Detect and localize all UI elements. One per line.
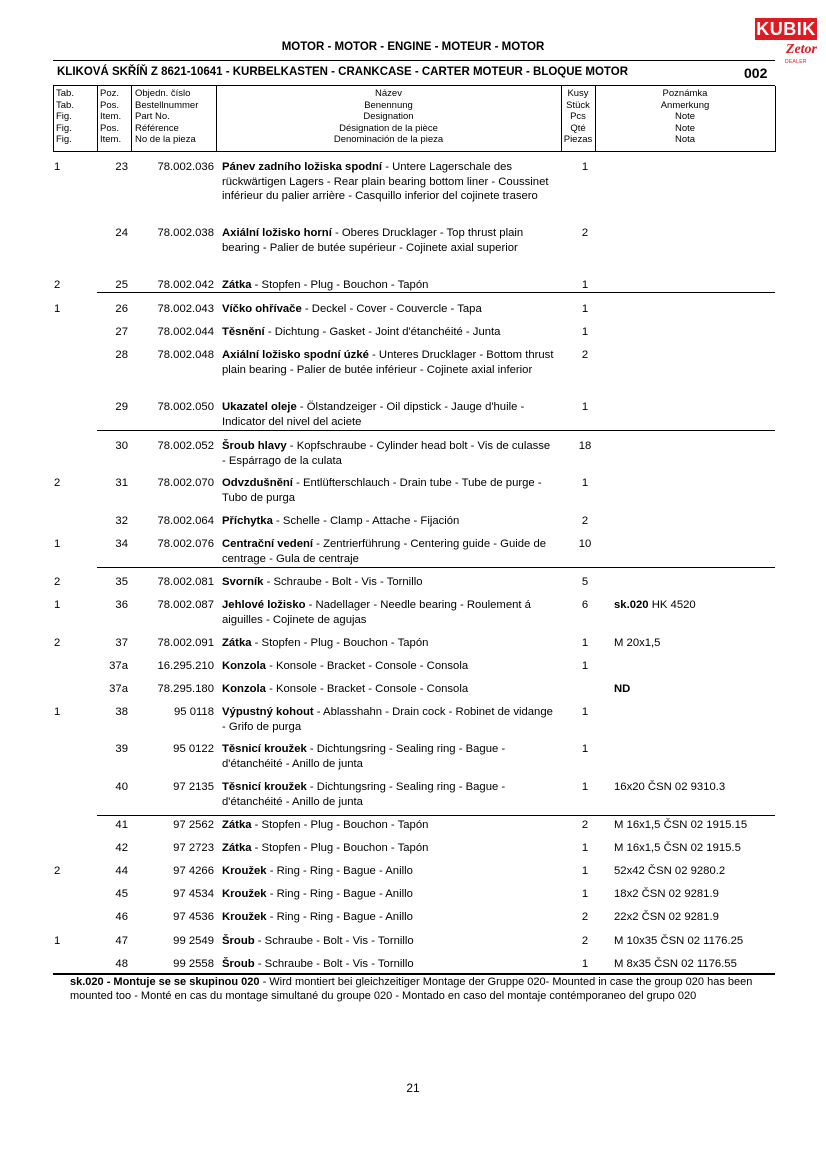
row-translations: - Dichtungsring - Sealing ring - Bague - d'étanchéité - Anillo de junta xyxy=(222,781,506,808)
row-quantity: 1 xyxy=(581,842,589,854)
row-description xyxy=(222,934,557,949)
row-quantity: 2 xyxy=(581,227,589,239)
row-tab: 1 xyxy=(54,303,61,315)
group-separator xyxy=(97,567,775,568)
row-description xyxy=(222,841,557,856)
row-position: 24 xyxy=(115,227,128,239)
logo-tagline: DEALER xyxy=(785,59,807,65)
row-position: 31 xyxy=(115,477,128,489)
row-part-name: Konzola xyxy=(222,683,266,695)
row-translations: - Dichtungsring - Sealing ring - Bague - d'étanchéité - Anillo de junta xyxy=(222,743,506,770)
footnote xyxy=(70,975,770,1003)
row-part-number: 16.295.210 xyxy=(157,660,214,672)
row-quantity: 1 xyxy=(581,660,589,672)
row-part-number: 78.295.180 xyxy=(157,683,214,695)
row-part-number: 78.002.076 xyxy=(157,538,214,550)
row-part-number: 95 0118 xyxy=(174,706,214,718)
row-description xyxy=(222,957,557,972)
row-part-name: Šroub xyxy=(222,935,255,947)
row-description xyxy=(222,659,557,674)
row-quantity: 1 xyxy=(581,303,589,315)
row-quantity: 1 xyxy=(581,706,589,718)
row-translations: - Ablasshahn - Drain cock - Robinet de vidange - Grifo de purga xyxy=(222,706,553,733)
row-translations: - Ring - Ring - Bague - Anillo xyxy=(266,888,413,900)
row-translations: - Stopfen - Plug - Bouchon - Tapón xyxy=(251,842,429,854)
row-translations: - Nadellager - Needle bearing - Roulement á aiguilles - Cojinete de agujas xyxy=(222,599,531,626)
row-quantity: 2 xyxy=(581,515,589,527)
row-note: sk.020 HK 4520 xyxy=(614,599,696,611)
row-position: 37a xyxy=(109,660,128,672)
footnote-text: - Wird montiert bei gleichzeitiger Montage der Gruppe 020- Mounted in case the group 020 has been mounted too - Monté en cas du montage simultané du groupe 020 - Montado en caso del montaje contémporaneo del grupo 020 xyxy=(70,976,753,1002)
row-tab: 1 xyxy=(54,538,61,550)
row-position: 28 xyxy=(115,349,128,361)
row-quantity: 1 xyxy=(581,743,589,755)
row-part-number: 97 4534 xyxy=(173,888,214,900)
logo-zetor-text: Zetor xyxy=(785,42,817,57)
row-part-name: Šroub hlavy xyxy=(222,440,287,452)
row-position: 37a xyxy=(109,683,128,695)
row-position: 45 xyxy=(115,888,128,900)
row-part-name: Konzola xyxy=(222,660,266,672)
row-part-number: 97 2135 xyxy=(173,781,214,793)
row-position: 36 xyxy=(115,599,128,611)
row-translations: - Ring - Ring - Bague - Anillo xyxy=(266,911,413,923)
row-translations: - Kopfschraube - Cylinder head bolt - Vis de culasse - Espárrago de la culata xyxy=(222,440,551,467)
row-part-number: 78.002.036 xyxy=(157,161,214,173)
row-position: 44 xyxy=(115,865,128,877)
row-part-number: 99 2549 xyxy=(173,935,214,947)
row-position: 48 xyxy=(115,958,128,970)
row-description xyxy=(222,705,557,734)
row-part-name: Zátka xyxy=(222,819,252,831)
row-part-number: 78.002.038 xyxy=(157,227,214,239)
row-position: 23 xyxy=(115,161,128,173)
row-description xyxy=(222,818,557,833)
row-part-number: 78.002.091 xyxy=(157,637,214,649)
row-description xyxy=(222,160,557,204)
row-translations: - Dichtung - Gasket - Joint d'étanchéité - Junta xyxy=(264,326,501,338)
row-translations: - Zentrierführung - Centering guide - Guide de centrage - Gula de centraje xyxy=(222,538,547,565)
row-description xyxy=(222,636,557,651)
row-tab: 2 xyxy=(54,637,61,649)
kubik-zetor-logo xyxy=(755,14,817,66)
row-translations: - Stopfen - Plug - Bouchon - Tapón xyxy=(251,279,429,291)
row-part-name: Zátka xyxy=(222,842,252,854)
row-translations: - Ölstandzeiger - Oil dipstick - Jauge d'huile - Indicator del nivel del aciete xyxy=(222,401,525,428)
col-header-desc: Název Benennung Designation Désignation de la pièce Denominación de la pieza xyxy=(333,88,444,145)
row-translations: - Schelle - Clamp - Attache - Fijación xyxy=(272,515,460,527)
section-title: KLIKOVÁ SKŘÍŇ Z 8621-10641 - KURBELKASTEN - CRANKCASE - CARTER MOTEUR - BLOQUE MOTOR xyxy=(57,66,629,78)
row-part-name: Kroužek xyxy=(222,888,267,900)
header-divider xyxy=(775,86,776,152)
row-part-name: Axiální ložisko horní xyxy=(222,227,332,239)
row-quantity: 2 xyxy=(581,819,589,831)
row-position: 25 xyxy=(115,279,128,291)
logo-kubik-text: KUBIK xyxy=(756,19,816,39)
page-number: 21 xyxy=(406,1081,420,1095)
row-part-number: 78.002.043 xyxy=(157,303,214,315)
row-tab: 2 xyxy=(54,865,61,877)
row-note: 52x42 ČSN 02 9280.2 xyxy=(614,865,726,877)
row-note: M 20x1,5 xyxy=(614,637,661,649)
row-part-number: 78.002.087 xyxy=(157,599,214,611)
page-code: 002 xyxy=(744,65,768,81)
row-quantity: 6 xyxy=(581,599,589,611)
row-part-number: 78.002.050 xyxy=(157,401,214,413)
footnote-label: sk.020 - Montuje se se skupinou 020 xyxy=(70,976,260,988)
row-position: 29 xyxy=(115,401,128,413)
row-description xyxy=(222,864,557,879)
row-position: 46 xyxy=(115,911,128,923)
row-part-name: Víčko ohřívače xyxy=(222,303,302,315)
header-top-rule xyxy=(53,85,775,86)
row-part-number: 78.002.048 xyxy=(157,349,214,361)
row-tab: 1 xyxy=(54,935,61,947)
row-translations: - Ring - Ring - Bague - Anillo xyxy=(266,865,413,877)
row-part-name: Příchytka xyxy=(222,515,273,527)
row-position: 47 xyxy=(115,935,128,947)
col-header-note: Poznámka Anmerkung Note Note Nota xyxy=(660,88,710,145)
group-separator xyxy=(97,815,775,816)
row-quantity: 1 xyxy=(581,888,589,900)
row-position: 40 xyxy=(115,781,128,793)
row-translations: - Schraube - Bolt - Vis - Tornillo xyxy=(254,958,414,970)
group-separator xyxy=(97,292,775,293)
row-description xyxy=(222,278,557,293)
row-note: 22x2 ČSN 02 9281.9 xyxy=(614,911,719,923)
row-description xyxy=(222,400,557,429)
row-quantity: 10 xyxy=(578,538,592,550)
col-header-qty: Kusy Stück Pcs Qté Piezas xyxy=(563,88,593,145)
row-part-number: 78.002.044 xyxy=(157,326,214,338)
row-position: 39 xyxy=(115,743,128,755)
row-quantity: 2 xyxy=(581,911,589,923)
row-position: 38 xyxy=(115,706,128,718)
row-position: 32 xyxy=(115,515,128,527)
row-part-number: 99 2558 xyxy=(173,958,214,970)
row-part-name: Zátka xyxy=(222,279,252,291)
row-part-name: Kroužek xyxy=(222,865,267,877)
row-description xyxy=(222,887,557,902)
row-part-name: Těsnicí kroužek xyxy=(222,781,307,793)
row-translations: - Untere Lagerschale des rückwärtigen Lagers - Rear plain bearing bottom liner - Coussinet inférieur du palier arrière - Casquillo inferior del cojinete trasero xyxy=(222,161,549,202)
row-note: M 16x1,5 ČSN 02 1915.5 xyxy=(614,842,741,854)
row-part-number: 78.002.052 xyxy=(157,440,214,452)
row-translations: - Konsole - Bracket - Console - Consola xyxy=(265,683,469,695)
row-quantity: 1 xyxy=(581,326,589,338)
row-description xyxy=(222,575,557,590)
row-part-name: Výpustný kohout xyxy=(222,706,314,718)
row-position: 26 xyxy=(115,303,128,315)
col-header-tab: Tab. Tab. Fig. Fig. Fig. xyxy=(56,88,74,145)
row-description xyxy=(222,514,557,529)
row-description xyxy=(222,537,557,566)
row-quantity: 2 xyxy=(581,349,589,361)
row-part-number: 95 0122 xyxy=(173,743,214,755)
row-translations: - Stopfen - Plug - Bouchon - Tapón xyxy=(251,637,429,649)
row-description xyxy=(222,439,557,468)
row-tab: 2 xyxy=(54,477,61,489)
row-position: 42 xyxy=(115,842,128,854)
row-quantity: 2 xyxy=(581,935,589,947)
row-quantity: 1 xyxy=(581,781,589,793)
row-description xyxy=(222,476,557,505)
row-note: ND xyxy=(614,683,631,695)
row-part-name: Zátka xyxy=(222,637,252,649)
row-note: M 8x35 ČSN 02 1176.55 xyxy=(614,958,737,970)
row-description xyxy=(222,682,557,697)
row-part-name: Kroužek xyxy=(222,911,267,923)
col-header-part: Objedn. číslo Bestellnummer Part No. Référence No de la pieza xyxy=(135,88,199,145)
row-position: 34 xyxy=(115,538,128,550)
row-tab: 1 xyxy=(54,161,61,173)
row-translations: - Stopfen - Plug - Bouchon - Tapón xyxy=(251,819,429,831)
row-part-name: Svorník xyxy=(222,576,264,588)
row-tab: 2 xyxy=(54,279,61,291)
row-part-name: Centrační vedení xyxy=(222,538,314,550)
row-quantity: 1 xyxy=(581,865,589,877)
row-description xyxy=(222,302,557,317)
row-quantity: 18 xyxy=(578,440,592,452)
row-part-name: Jehlové ložisko xyxy=(222,599,306,611)
row-translations: - Schraube - Bolt - Vis - Tornillo xyxy=(263,576,423,588)
row-part-number: 97 4536 xyxy=(173,911,214,923)
row-description xyxy=(222,226,557,255)
row-quantity: 1 xyxy=(581,401,589,413)
row-tab: 1 xyxy=(54,706,61,718)
row-part-name: Těsnicí kroužek xyxy=(222,743,307,755)
group-separator xyxy=(97,430,775,431)
row-translations: - Unteres Drucklager - Bottom thrust plain bearing - Palier de butée inférieur - Cojinete axial inferior xyxy=(222,349,554,376)
row-note: M 10x35 ČSN 02 1176.25 xyxy=(614,935,744,947)
row-part-name: Odvzdušnění xyxy=(222,477,293,489)
row-description xyxy=(222,780,557,809)
row-part-number: 78.002.070 xyxy=(157,477,214,489)
row-part-name: Pánev zadního ložiska spodní xyxy=(222,161,383,173)
row-quantity: 1 xyxy=(581,637,589,649)
row-quantity: 1 xyxy=(581,477,589,489)
row-translations: - Deckel - Cover - Couvercle - Tapa xyxy=(301,303,482,315)
row-description xyxy=(222,348,557,377)
row-position: 35 xyxy=(115,576,128,588)
row-quantity: 5 xyxy=(581,576,589,588)
row-part-name: Ukazatel oleje xyxy=(222,401,297,413)
row-description xyxy=(222,742,557,771)
row-quantity: 1 xyxy=(581,279,589,291)
row-description xyxy=(222,598,557,627)
row-position: 30 xyxy=(115,440,128,452)
row-part-number: 78.002.064 xyxy=(157,515,214,527)
page-title: MOTOR - MOTOR - ENGINE - MOTEUR - MOTOR xyxy=(281,41,545,53)
row-tab: 1 xyxy=(54,599,61,611)
header-bottom-rule xyxy=(53,151,775,152)
row-translations: - Konsole - Bracket - Console - Consola xyxy=(265,660,469,672)
row-quantity: 1 xyxy=(581,161,589,173)
row-translations: - Oberes Drucklager - Top thrust plain bearing - Palier de butée supérieur - Cojinete axial superior xyxy=(222,227,524,254)
row-part-name: Axiální ložisko spodní úzké xyxy=(222,349,369,361)
row-translations: - Entlüfterschlauch - Drain tube - Tube de purge - Tubo de purga xyxy=(222,477,542,504)
row-part-number: 97 2562 xyxy=(173,819,214,831)
title-rule xyxy=(53,60,775,61)
row-part-number: 78.002.081 xyxy=(157,576,214,588)
row-part-number: 97 2723 xyxy=(173,842,214,854)
row-quantity: 1 xyxy=(581,958,589,970)
row-position: 41 xyxy=(115,819,128,831)
row-part-number: 78.002.042 xyxy=(157,279,214,291)
row-note: 18x2 ČSN 02 9281.9 xyxy=(614,888,719,900)
row-translations: - Schraube - Bolt - Vis - Tornillo xyxy=(254,935,414,947)
row-position: 27 xyxy=(115,326,128,338)
row-description xyxy=(222,325,557,340)
row-note: 16x20 ČSN 02 9310.3 xyxy=(614,781,726,793)
col-header-poz: Poz. Pos. Item. Pos. Item. xyxy=(100,88,122,145)
row-description xyxy=(222,910,557,925)
row-tab: 2 xyxy=(54,576,61,588)
row-part-number: 97 4266 xyxy=(173,865,214,877)
row-part-name: Těsnění xyxy=(222,326,265,338)
row-position: 37 xyxy=(115,637,128,649)
row-note: M 16x1,5 ČSN 02 1915.15 xyxy=(614,819,748,831)
row-part-name: Šroub xyxy=(222,958,255,970)
